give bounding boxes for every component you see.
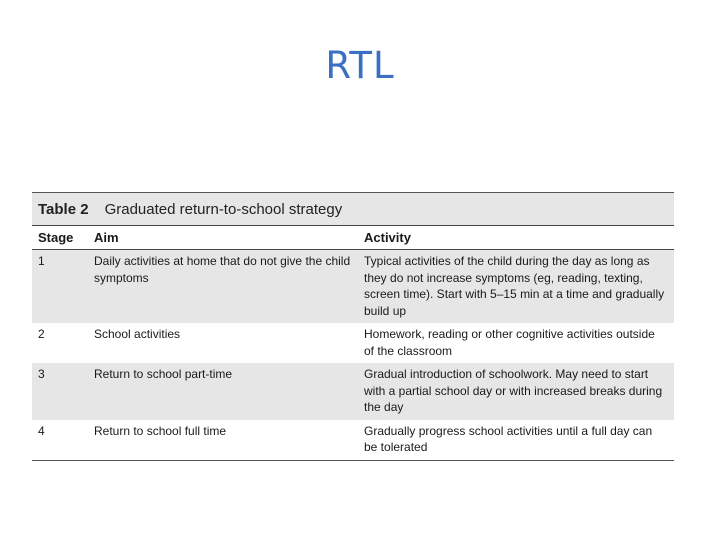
table-row [32,250,674,324]
cell-aim: Return to school part-time [88,363,358,420]
table-body [32,226,674,460]
cell-activity: Gradual introduction of schoolwork. May need to start with a partial school day or with increased breaks during the day [358,363,674,420]
return-to-school-table [32,192,674,461]
cell-activity: Gradually progress school activities until a full day can be tolerated [364,423,653,454]
cell-activity: Typical activities of the child during the day as long as they do not increase symptoms (eg, reading, texting, screen time). Start with 5–15 min at a time and gradually build up [358,250,674,324]
cell-stage: 4 [38,423,45,438]
cell-aim: School activities [94,327,181,341]
cell-activity: Homework, reading or other cognitive activities outside of the classroom [364,327,655,358]
cell-stage: 3 [32,363,88,420]
table-row [32,363,674,420]
table-caption-text: Graduated return-to-school strategy [104,200,343,218]
table-row [32,420,674,460]
header-aim: Aim [88,226,358,250]
table-caption [32,193,674,226]
table-caption-number: Table 2 [38,200,89,218]
cell-stage: 2 [38,327,45,341]
cell-aim: Daily activities at home that do not give the child symptoms [88,250,358,324]
table-row [32,323,674,363]
header-stage: Stage [32,226,88,250]
slide-title: RTL [325,44,395,87]
header-activity: Activity [358,226,674,250]
cell-stage: 1 [32,250,88,324]
table-header-row [32,226,674,250]
cell-aim: Return to school full time [94,423,227,438]
